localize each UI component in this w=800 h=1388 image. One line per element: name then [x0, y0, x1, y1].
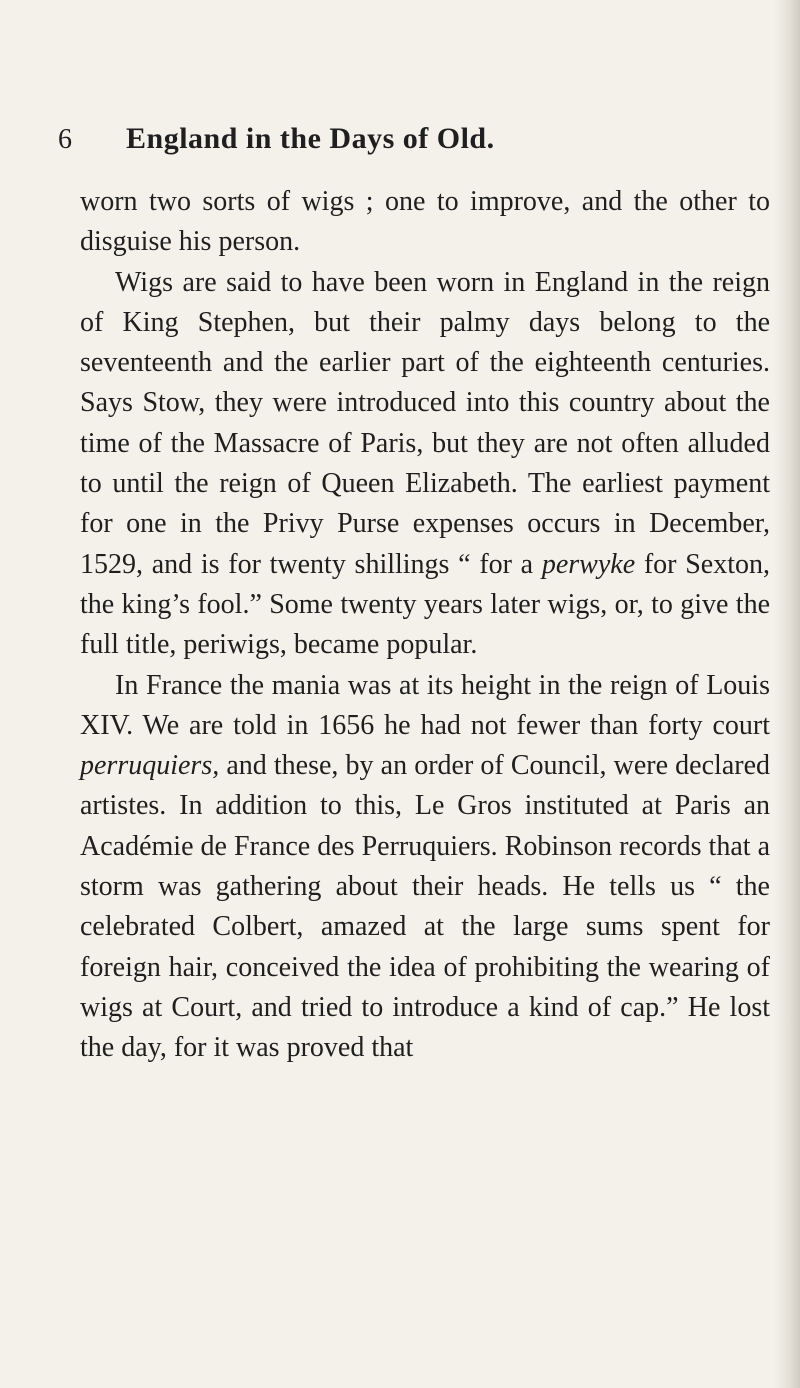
running-title: England in the Days of Old. — [126, 122, 495, 155]
paragraph-3-text-a: In France the mania was at its height in the reign of Louis XIV. We are told in 1656 he had not fewer than forty court — [80, 669, 770, 741]
paragraph-3-italic-term: perruquiers, — [80, 750, 220, 782]
paragraph-2-text-a: Wigs are said to have been worn in England in the reign of King Stephen, but their palmy days belong to the seventeenth and the earlier part of the eighteenth centuries. Says Stow, they were introduced into this country about the time of the Massacre of Paris, but they are not often alluded to until the reign of Queen Elizabeth. The earliest payment for one in the Privy Purse expenses occurs in December, 1529, and is for twenty shillings “ for a — [80, 266, 770, 580]
paragraph-3-text-b: and these, by an order of Council, were declared artistes. In addition to this, Le Gros instituted at Paris an Académie de France des Perruquiers. Robinson records that a storm was gathering about their heads. He tells us “ the celebrated Colbert, amazed at the large sums spent for foreign hair, conceived the idea of prohibiting the wearing of wigs at Court, and tried to introduce a kind of cap.” He lost the day, for it was proved that — [80, 750, 770, 1064]
paragraph-2-text-b: for Sexton, the king’s fool.” Some twenty years later wigs, or, to give the full title, periwigs, became popular. — [80, 548, 771, 661]
page-number: 6 — [58, 124, 72, 155]
body-text — [80, 182, 770, 1069]
page-header — [50, 120, 740, 160]
paragraph-2-italic-term: perwyke — [541, 548, 636, 580]
page-edge-shadow — [774, 0, 800, 1388]
paragraph-1: worn two sorts of wigs ; one to improve, and the other to disguise his person. — [80, 186, 770, 258]
paragraph-3 — [80, 666, 770, 1069]
paragraph-2 — [80, 263, 770, 666]
